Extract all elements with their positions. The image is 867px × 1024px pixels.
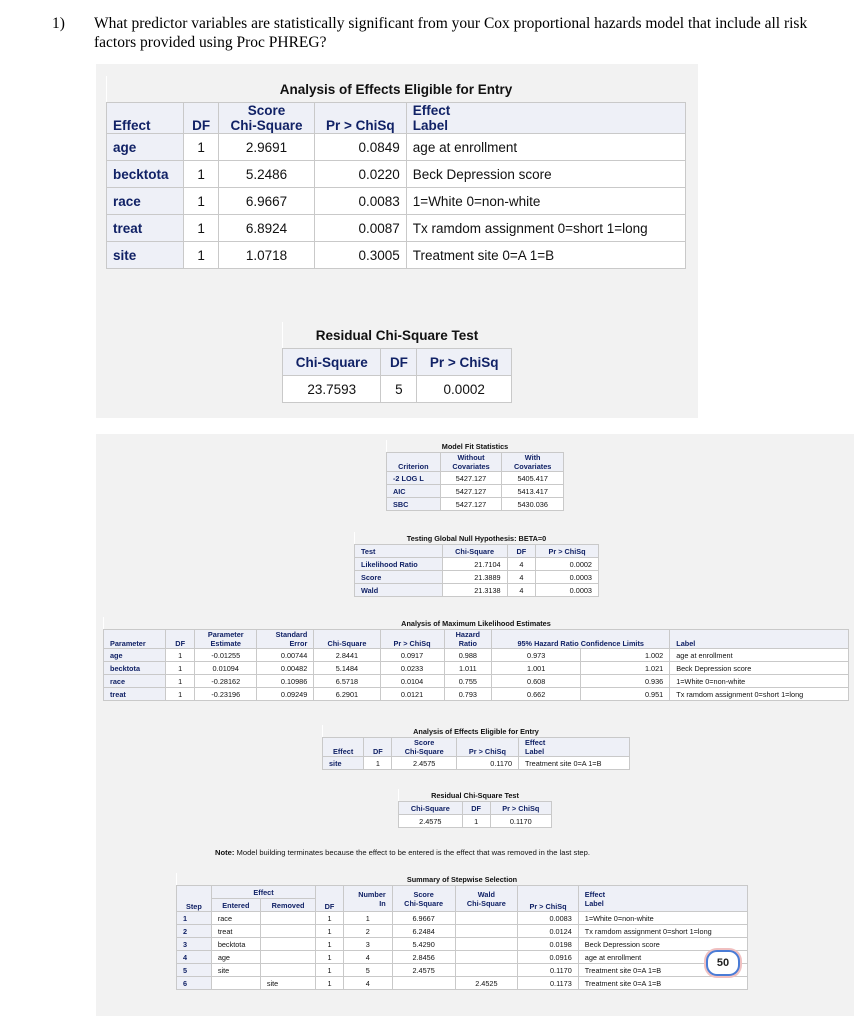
table-row: Score 21.3889 4 0.0003 [355, 571, 599, 584]
col-header: DF [184, 103, 219, 134]
col-header: DF [381, 349, 417, 376]
table-row: -2 LOG L 5427.127 5405.417 [387, 472, 564, 485]
question-text: What predictor variables are statistically significant from your Cox proportional hazards model that include all risk factors provided using Proc PHREG? [94, 15, 808, 51]
table-row: 5 site 1 5 2.4575 0.1170 Treatment site 0=A 1=B [177, 964, 748, 977]
col-header: Effect [107, 103, 184, 134]
table-row: becktota 1 5.2486 0.0220 Beck Depression score [107, 161, 686, 188]
table-row: race 1 6.9667 0.0083 1=White 0=non-white [107, 188, 686, 215]
col-header: Score Chi-Square [392, 886, 455, 912]
effects-entry-table-1 [106, 76, 686, 269]
col-header: Score Chi-Square [392, 738, 456, 757]
table-row: treat 1 -0.23196 0.09249 6.2901 0.0121 0.793 0.662 0.951 Tx ramdom assignment 0=short 1=long [104, 688, 849, 701]
model-fit-table [386, 440, 564, 511]
mle-table [103, 617, 849, 701]
col-header: Pr > ChiSq [518, 886, 579, 912]
table-row: 1 race 1 1 6.9667 0.0083 1=White 0=non-white [177, 912, 748, 925]
table-row: age 1 -0.01255 0.00744 2.8441 0.0917 0.988 0.973 1.002 age at enrollment [104, 649, 849, 662]
col-header: Pr > ChiSq [417, 349, 512, 376]
col-header: Effect [211, 886, 315, 899]
table-title: Analysis of Effects Eligible for Entry [107, 76, 686, 103]
table-row: site 1 2.4575 0.1170 Treatment site 0=A 1=B [323, 757, 630, 770]
table-title: Summary of Stepwise Selection [177, 873, 748, 886]
table-row: SBC 5427.127 5430.036 [387, 498, 564, 511]
table-title: Residual Chi-Square Test [283, 322, 512, 349]
table-row: Likelihood Ratio 21.7104 4 0.0002 [355, 558, 599, 571]
col-header: Parameter [104, 630, 166, 649]
col-header: Chi-Square [283, 349, 381, 376]
stepwise-summary-table [176, 873, 748, 990]
table-row: site 1 1.0718 0.3005 Treatment site 0=A 1=B [107, 242, 686, 269]
table-row: race 1 -0.28162 0.10986 6.5718 0.0104 0.755 0.608 0.936 1=White 0=non-white [104, 675, 849, 688]
table-row: Wald 21.3138 4 0.0003 [355, 584, 599, 597]
table-title: Model Fit Statistics [387, 440, 564, 453]
residual-chisq-table-2 [398, 789, 552, 828]
table-row: 2 treat 1 2 6.2484 0.0124 Tx ramdom assignment 0=short 1=long [177, 925, 748, 938]
table-row: 6 site 1 4 2.4525 0.1173 Treatment site 0=A 1=B [177, 977, 748, 990]
table-title: Analysis of Maximum Likelihood Estimates [104, 617, 849, 630]
col-header: Score Chi-Square [219, 103, 315, 134]
table-title: Analysis of Effects Eligible for Entry [323, 725, 630, 738]
col-header: Effect Label [578, 886, 747, 912]
col-header: Without Covariates [440, 453, 502, 472]
col-header: DF [364, 738, 392, 757]
col-header: DF [507, 545, 536, 558]
global-null-table [354, 532, 599, 597]
col-header: DF [316, 886, 343, 912]
note-text: Model building terminates because the effect to be entered is the effect that was removed in the last step. [236, 848, 590, 857]
col-header: Number In [343, 886, 392, 912]
count-badge[interactable]: 50 [706, 950, 740, 976]
col-header: Criterion [387, 453, 441, 472]
col-header: Removed [260, 899, 315, 912]
table-row: becktota 1 0.01094 0.00482 5.1484 0.0233 1.011 1.001 1.021 Beck Depression score [104, 662, 849, 675]
col-header: DF [166, 630, 195, 649]
col-header: Label [670, 630, 849, 649]
col-header: Effect Label [519, 738, 630, 757]
table-row: age 1 2.9691 0.0849 age at enrollment [107, 134, 686, 161]
col-header: Step [177, 886, 212, 912]
table-row: 23.7593 5 0.0002 [283, 376, 512, 403]
col-header: 95% Hazard Ratio Confidence Limits [492, 630, 670, 649]
col-header: DF [462, 802, 490, 815]
col-header: Parameter Estimate [195, 630, 257, 649]
col-header: Pr > ChiSq [380, 630, 444, 649]
col-header: Standard Error [257, 630, 314, 649]
col-header: Pr > ChiSq [536, 545, 599, 558]
col-header: Pr > ChiSq [490, 802, 551, 815]
note-label: Note: [215, 848, 235, 857]
table-row: 3 becktota 1 3 5.4290 0.0198 Beck Depression score [177, 938, 748, 951]
table-row: 2.4575 1 0.1170 [399, 815, 552, 828]
col-header: With Covariates [502, 453, 564, 472]
model-building-note [215, 848, 590, 857]
col-header: Pr > ChiSq [314, 103, 406, 134]
table-row: treat 1 6.8924 0.0087 Tx ramdom assignment 0=short 1=long [107, 215, 686, 242]
effects-entry-table-2 [322, 725, 630, 770]
col-header: Effect [323, 738, 364, 757]
table-title: Testing Global Null Hypothesis: BETA=0 [355, 532, 599, 545]
table-row: 4 age 1 4 2.8456 0.0916 age at enrollment [177, 951, 748, 964]
col-header: Chi-Square [314, 630, 380, 649]
question-number: 1) [52, 15, 65, 32]
col-header: Wald Chi-Square [455, 886, 518, 912]
table-title: Residual Chi-Square Test [399, 789, 552, 802]
col-header: Hazard Ratio [444, 630, 492, 649]
col-header: Effect Label [406, 103, 685, 134]
col-header: Chi-Square [399, 802, 463, 815]
col-header: Chi-Square [442, 545, 507, 558]
col-header: Pr > ChiSq [456, 738, 518, 757]
residual-chisq-table-1 [282, 322, 512, 403]
col-header: Entered [211, 899, 260, 912]
table-row: AIC 5427.127 5413.417 [387, 485, 564, 498]
col-header: Test [355, 545, 443, 558]
